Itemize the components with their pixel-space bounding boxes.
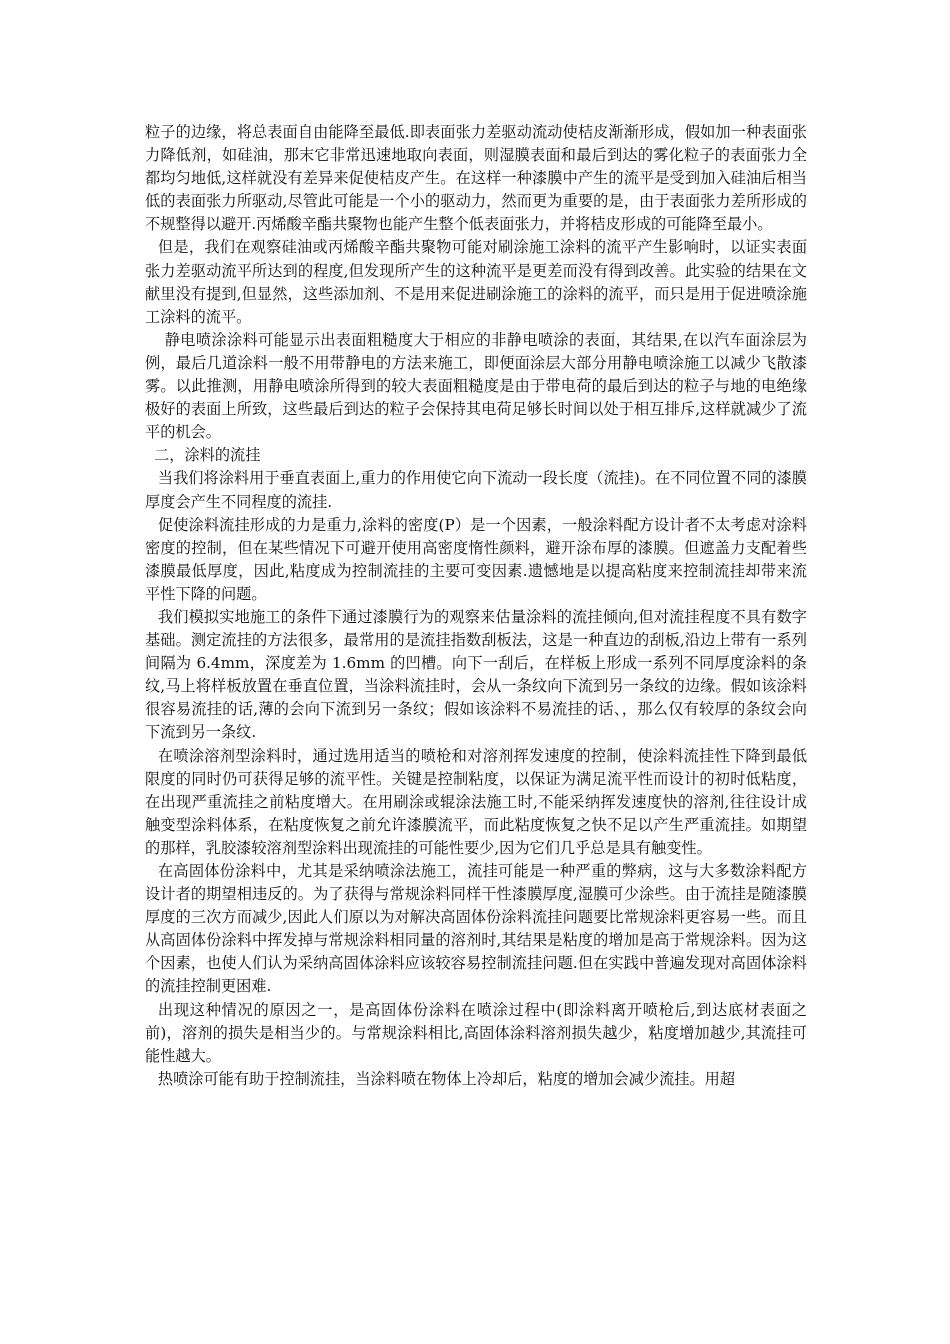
paragraph-solvent-loss: 出现这种情况的原因之一，是高固体份涂料在喷涂过程中(即涂料离开喷枪后,到达底材表面之前)，溶剂的损失是相当少的。与常规涂料相比,高固体涂料溶剂损失越少，粘度增加越少,其流挂可能性越大。: [145, 1000, 807, 1065]
paragraph-sagging-intro: 当我们将涂料用于垂直表面上,重力的作用使它向下流动一段长度（流挂)。在不同位置不同的漆膜厚度会产生不同程度的流挂.: [145, 469, 807, 511]
paragraph-hot-spray: 热喷涂可能有助于控制流挂，当涂料喷在物体上冷却后，粘度的增加会减少流挂。用超: [157, 1069, 736, 1088]
paragraph-sagging-force: 促使涂料流挂形成的力是重力,涂料的密度(P）是一个因素，一般涂料配方设计者不太考虑对涂料密度的控制，但在某些情况下可避开使用高密度惰性颜料，避开涂布厚的漆膜。但遮盖力支配着些漆膜最低厚度，因此,粘度成为控制流挂的主要可变因素.遗憾地是以提高粘度来控制流挂却带来流平性下降的问题。: [145, 515, 807, 603]
paragraph-electrostatic-spray: 静电喷涂涂料可能显示出表面粗糙度大于相应的非静电喷涂的表面，其结果,在以汽车面涂层为例，最后几道涂料一般不用带静电的方法来施工，即便面涂层大部分用静电喷涂施工以减少飞散漆雾。以此推测，用静电喷涂所得到的较大表面粗糙度是由于带电荷的最后到达的粒子与地的电绝缘极好的表面上所致，这些最后到达的粒子会保持其电荷足够长时间以处于相互排斥,这样就减少了流平的机会。: [145, 330, 807, 442]
document-page: [145, 121, 807, 1091]
paragraph-brush-leveling: 但是，我们在观察硅油或丙烯酸辛酯共聚物可能对刷涂施工涂料的流平产生影响时，以证实表面张力差驱动流平所达到的程度,但发现所产生的这种流平是更差而没有得到改善。此实验的结果在文献里没有提到,但显然，这些添加剂、不是用来促进刷涂施工的涂料的流平，而只是用于促进喷涂施工涂料的流平。: [145, 238, 807, 326]
paragraph-orange-peel: 粒子的边缘，将总表面自由能降至最低.即表面张力差驱动流动使桔皮渐渐形成，假如加一种表面张力降低剂，如硅油，那末它非常迅速地取向表面，则湿膜表面和最后到达的雾化粒子的表面张力全都均匀地低,这样就没有差异来促使桔皮产生。在这样一种漆膜中产生的流平是受到加入硅油后相当低的表面张力所驱动,尽管此可能是一个小的驱动力，然而更为重要的是，由于表面张力差所形成的不规整得以避开.丙烯酸辛酯共聚物也能产生整个低表面张力，并将桔皮形成的可能降至最小。: [145, 123, 807, 234]
paragraph-high-solids: 在高固体份涂料中，尤其是采纳喷涂法施工，流挂可能是一种严重的弊病，这与大多数涂料配方设计者的期望相违反的。为了获得与常规涂料同样干性漆膜厚度,湿膜可少涂些。由于流挂是随漆膜厚度的三次方而减少,因此人们原以为对解决高固体份涂料流挂问题要比常规涂料更容易一些。而且从高固体份涂料中挥发掉与常规涂料相同量的溶剂时,其结果是粘度的增加是高于常规涂料。因为这个因素，也使人们认为采纳高固体涂料应该较容易控制流挂问题.但在实践中普遍发现对高固体涂料的流挂控制更困难.: [145, 862, 807, 996]
paragraph-solvent-spray: 在喷涂溶剂型涂料时，通过选用适当的喷枪和对溶剂挥发速度的控制，使涂料流挂性下降到最低限度的同时仍可获得足够的流平性。关键是控制粘度，以保证为满足流平性而设计的初时低粘度，在出现严重流挂之前粘度增大。在用刷涂或辊涂法施工时,不能采纳挥发速度快的溶剂,往往设计成触变型涂料体系，在粘度恢复之前允许漆膜流平，而此粘度恢复之快不足以产生严重流挂。如期望的那样，乳胶漆较溶剂型涂料出现流挂的可能性要少,因为它们几乎总是具有触变性。: [145, 746, 807, 857]
section-heading-sagging: 二，涂料的流挂: [154, 446, 261, 465]
paragraph-sag-test: 我们模拟实地施工的条件下通过漆膜行为的观察来估量涂料的流挂倾向,但对流挂程度不具有数字基础。测定流挂的方法很多，最常用的是流挂指数刮板法，这是一种直边的刮板,沿边上带有一系列间隔为 6.4mm，深度差为 1.6mm 的凹槽。向下一刮后，在样板上形成一系列不同厚度涂料的条纹,马上将样板放置在垂直位置，当涂料流挂时，会从一条纹向下流到另一条纹的边缘。假如该涂料很容易流挂的话,薄的会向下流到另一条纹；假如该涂料不易流挂的话、，那么仅有较厚的条纹会向下流到另一条纹.: [145, 607, 807, 742]
